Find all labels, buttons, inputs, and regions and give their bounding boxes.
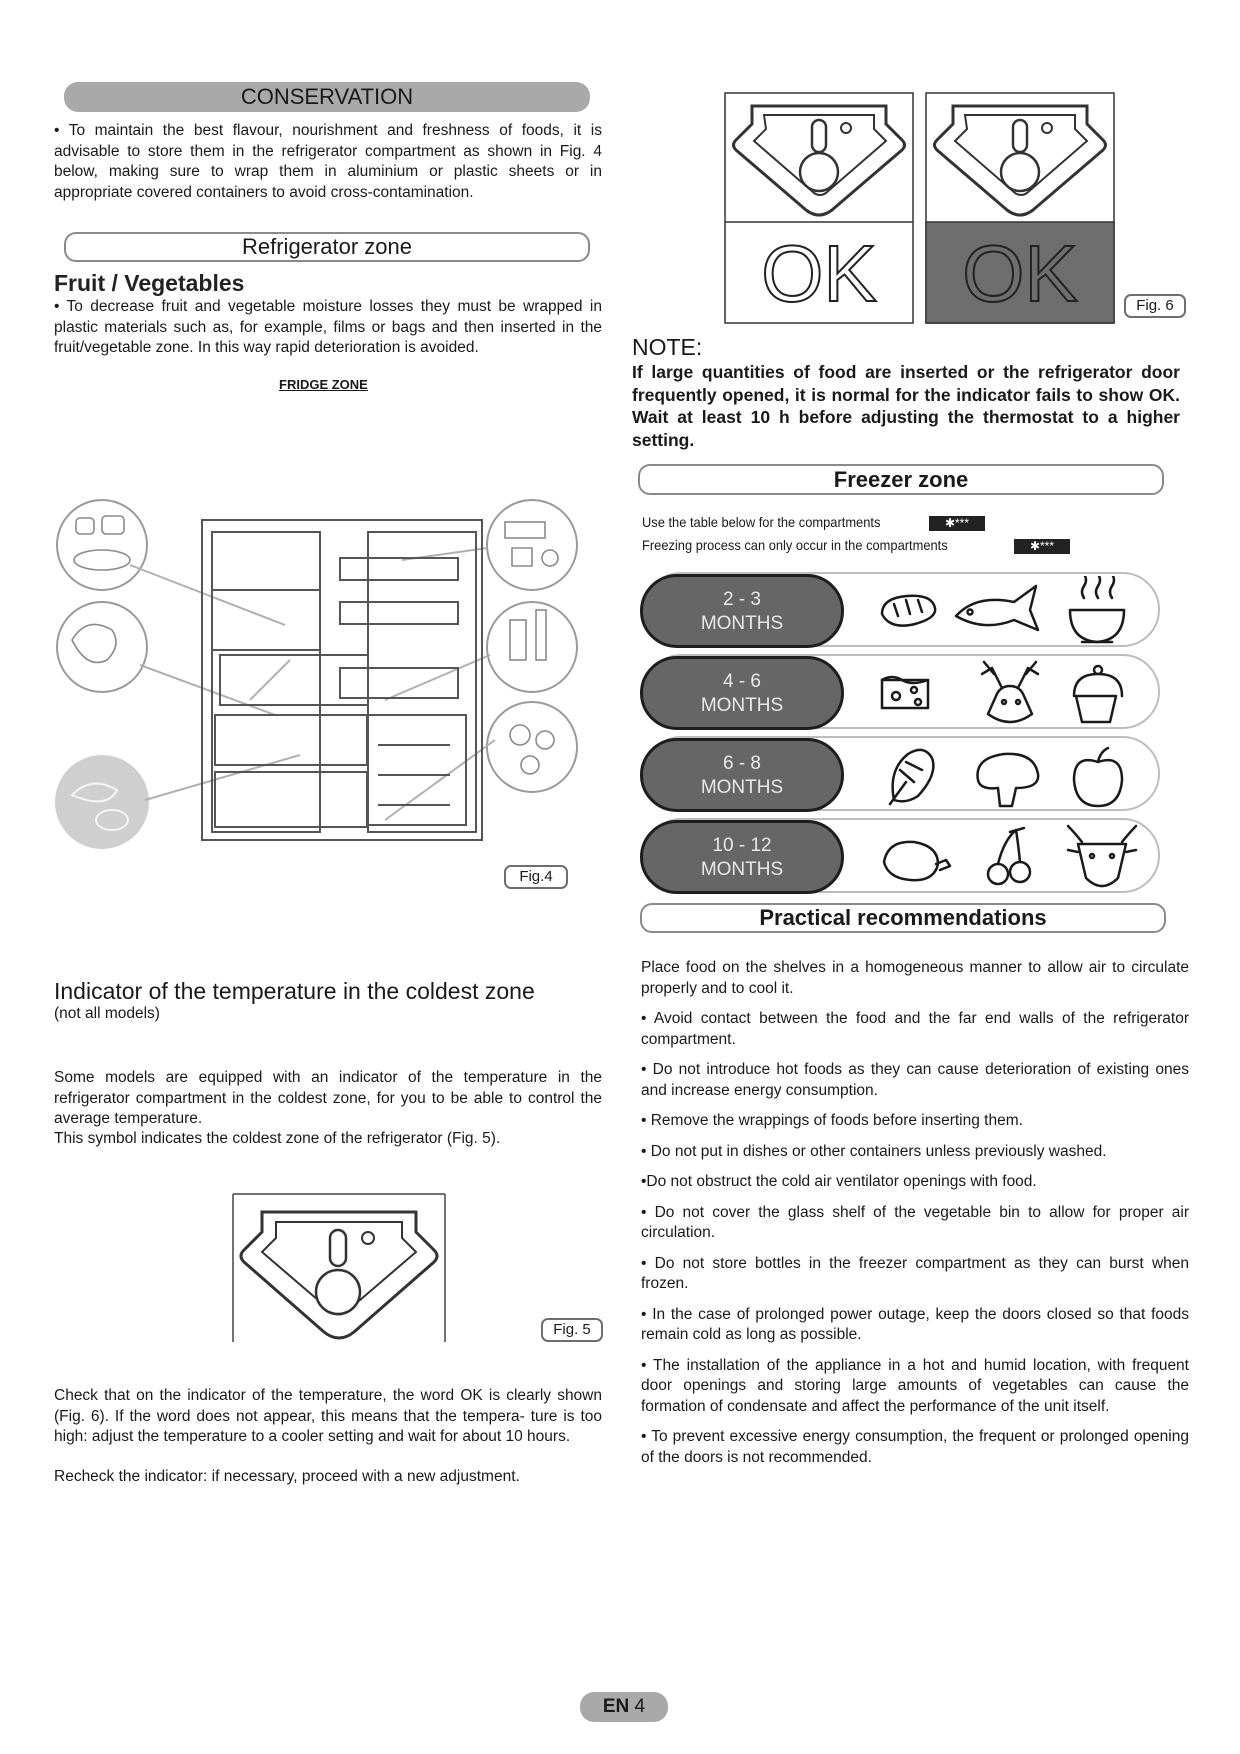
refrigerator-zone-header xyxy=(64,232,590,262)
coldest-zone-symbol xyxy=(232,1192,446,1342)
fish-icon xyxy=(956,586,1038,630)
practical-item-10: • The installation of the appliance in a hot and humid location, with frequent door openings and storing large amounts of vegetables can cause the formation of condensate and affect the performance of the unit itself. xyxy=(641,1356,1189,1415)
drinks-circle-icon xyxy=(487,602,577,692)
practical-item-4: • Remove the wrappings of foods before inserting them. xyxy=(641,1112,1023,1129)
footer-lang: EN xyxy=(602,1696,630,1717)
indicator-title: Indicator of the temperature in the coldest zone xyxy=(54,978,535,1004)
freezer-food-icons xyxy=(870,576,1140,896)
soup-bowl-icon xyxy=(1070,576,1124,642)
fig4-label: Fig.4 xyxy=(504,865,568,889)
months-pill-2 xyxy=(640,656,844,730)
indicator-text-3: Check that on the indicator of the temperature, the word OK is clearly shown (Fig. 6). If the word does not appear, this means that the tempera- ture is too high: adjust the temperature to a cooler setting and wait for about 10 hours. xyxy=(54,1387,602,1445)
indicator-note: (not all models) xyxy=(54,1005,160,1022)
page-footer-badge xyxy=(580,1692,668,1722)
note-title: NOTE: xyxy=(632,334,703,360)
practical-item-2: • Avoid contact between the food and the far end walls of the refrigerator compartment. xyxy=(641,1010,1189,1048)
freezer-zone-header xyxy=(638,464,1164,495)
freezer-line-1 xyxy=(642,514,880,530)
ok-text-left: OK xyxy=(761,229,877,318)
cupcake-icon xyxy=(1074,666,1122,722)
practical-item-11: • To prevent excessive energy consumption, the frequent or prolonged opening of the doors is not recommended. xyxy=(641,1428,1189,1466)
conservation-title: CONSERVATION xyxy=(240,84,414,109)
practical-item-1: Place food on the shelves in a homogeneous manner to allow air to circulate properly and to cool it. xyxy=(641,959,1189,997)
apple-icon xyxy=(1074,748,1122,806)
freezer-line-1-text: Use the table below for the compartments xyxy=(642,514,881,530)
bakery-circle-icon xyxy=(57,500,147,590)
conservation-text: • To maintain the best flavour, nourishment and freshness of foods, it is advisable to store them in the refrigerator compartment as shown in Fig. 4 below, making sure to wrap them in aluminium or plastic sheets or in appropriate covered containers to avoid cross-contamination. xyxy=(54,122,602,201)
months-pill-4 xyxy=(640,820,844,894)
vegetable-icon xyxy=(890,750,933,804)
fridge-zone-diagram xyxy=(50,490,590,890)
freezer-zone-title: Freezer zone xyxy=(833,467,969,492)
practical-header xyxy=(640,903,1166,933)
bread-icon xyxy=(882,596,935,626)
fruit-vegetables-title: Fruit / Vegetables xyxy=(54,270,245,296)
cheese-icon xyxy=(882,677,928,708)
fruit-vegetables-text: • To decrease fruit and vegetable moisture losses they must be wrapped in plastic materials such as, for example, films or bags and then inserted in the fruit/vegetable zone. In this way rapid deterioration is avoided. xyxy=(54,298,602,356)
months-range-1: 2 - 3 xyxy=(722,589,762,610)
freezer-line-2-text: Freezing process can only occur in the compartments xyxy=(642,537,948,553)
fig6-label: Fig. 6 xyxy=(1124,294,1186,318)
months-unit-1: MONTHS xyxy=(700,613,784,634)
fridge-zone-label: FRIDGE ZONE xyxy=(279,377,368,392)
months-pill-1 xyxy=(640,574,844,648)
practical-item-9: • In the case of prolonged power outage, keep the doors closed so that foods remain cold as long as possible. xyxy=(641,1305,1189,1343)
practical-item-6: •Do not obstruct the cold air ventilator openings with food. xyxy=(641,1173,1037,1190)
cherries-icon xyxy=(988,828,1030,884)
refrigerator-zone-title: Refrigerator zone xyxy=(242,234,412,259)
conservation-header xyxy=(64,82,590,112)
months-pill-3 xyxy=(640,738,844,812)
freezer-line-2 xyxy=(642,537,948,553)
months-unit-2: MONTHS xyxy=(700,695,784,716)
months-range-2: 4 - 6 xyxy=(722,671,762,692)
indicator-text-4: Recheck the indicator: if necessary, proceed with a new adjustment. xyxy=(54,1468,520,1485)
cow-head-icon xyxy=(1068,826,1136,886)
months-unit-3: MONTHS xyxy=(700,777,784,798)
chicken-icon xyxy=(884,842,950,880)
practical-item-8: • Do not store bottles in the freezer compartment as they can burst when frozen. xyxy=(641,1254,1189,1292)
practical-item-5: • Do not put in dishes or other containers unless previously washed. xyxy=(641,1142,1107,1160)
dairy-circle-icon xyxy=(487,500,577,590)
fig5-label: Fig. 5 xyxy=(541,1318,603,1342)
indicator-text-2: This symbol indicates the coldest zone of the refrigerator (Fig. 5). xyxy=(54,1130,501,1147)
practical-list xyxy=(641,958,1189,1478)
star-badge-1: ✱*** xyxy=(929,516,985,531)
mushroom-icon xyxy=(978,754,1039,806)
star-badge-2: ✱*** xyxy=(1014,539,1070,554)
practical-item-3: • Do not introduce hot foods as they can cause deterioration of existing ones and increase energy consumption. xyxy=(641,1061,1189,1099)
deer-head-icon xyxy=(982,662,1038,722)
practical-item-7: • Do not cover the glass shelf of the vegetable bin to allow for proper air circulation. xyxy=(641,1203,1189,1241)
practical-title: Practical recommendations xyxy=(759,905,1047,930)
indicator-text-1: Some models are equipped with an indicator of the temperature in the refrigerator compartment in the coldest zone, for you to be able to control the average temperature. xyxy=(54,1069,602,1127)
note-text: If large quantities of food are inserted or the refrigerator door frequently opened, it is normal for the indicator fails to show OK. Wait at least 10 h before adjusting the thermostat to a higher setting. xyxy=(632,362,1180,450)
months-unit-4: MONTHS xyxy=(700,859,784,880)
footer-page: 4 xyxy=(634,1696,646,1717)
meat-circle-icon xyxy=(57,602,147,692)
months-range-3: 6 - 8 xyxy=(722,753,762,774)
fruit-circle-icon xyxy=(487,702,577,792)
ok-text-right: OK xyxy=(962,229,1078,318)
months-range-4: 10 - 12 xyxy=(712,835,772,856)
